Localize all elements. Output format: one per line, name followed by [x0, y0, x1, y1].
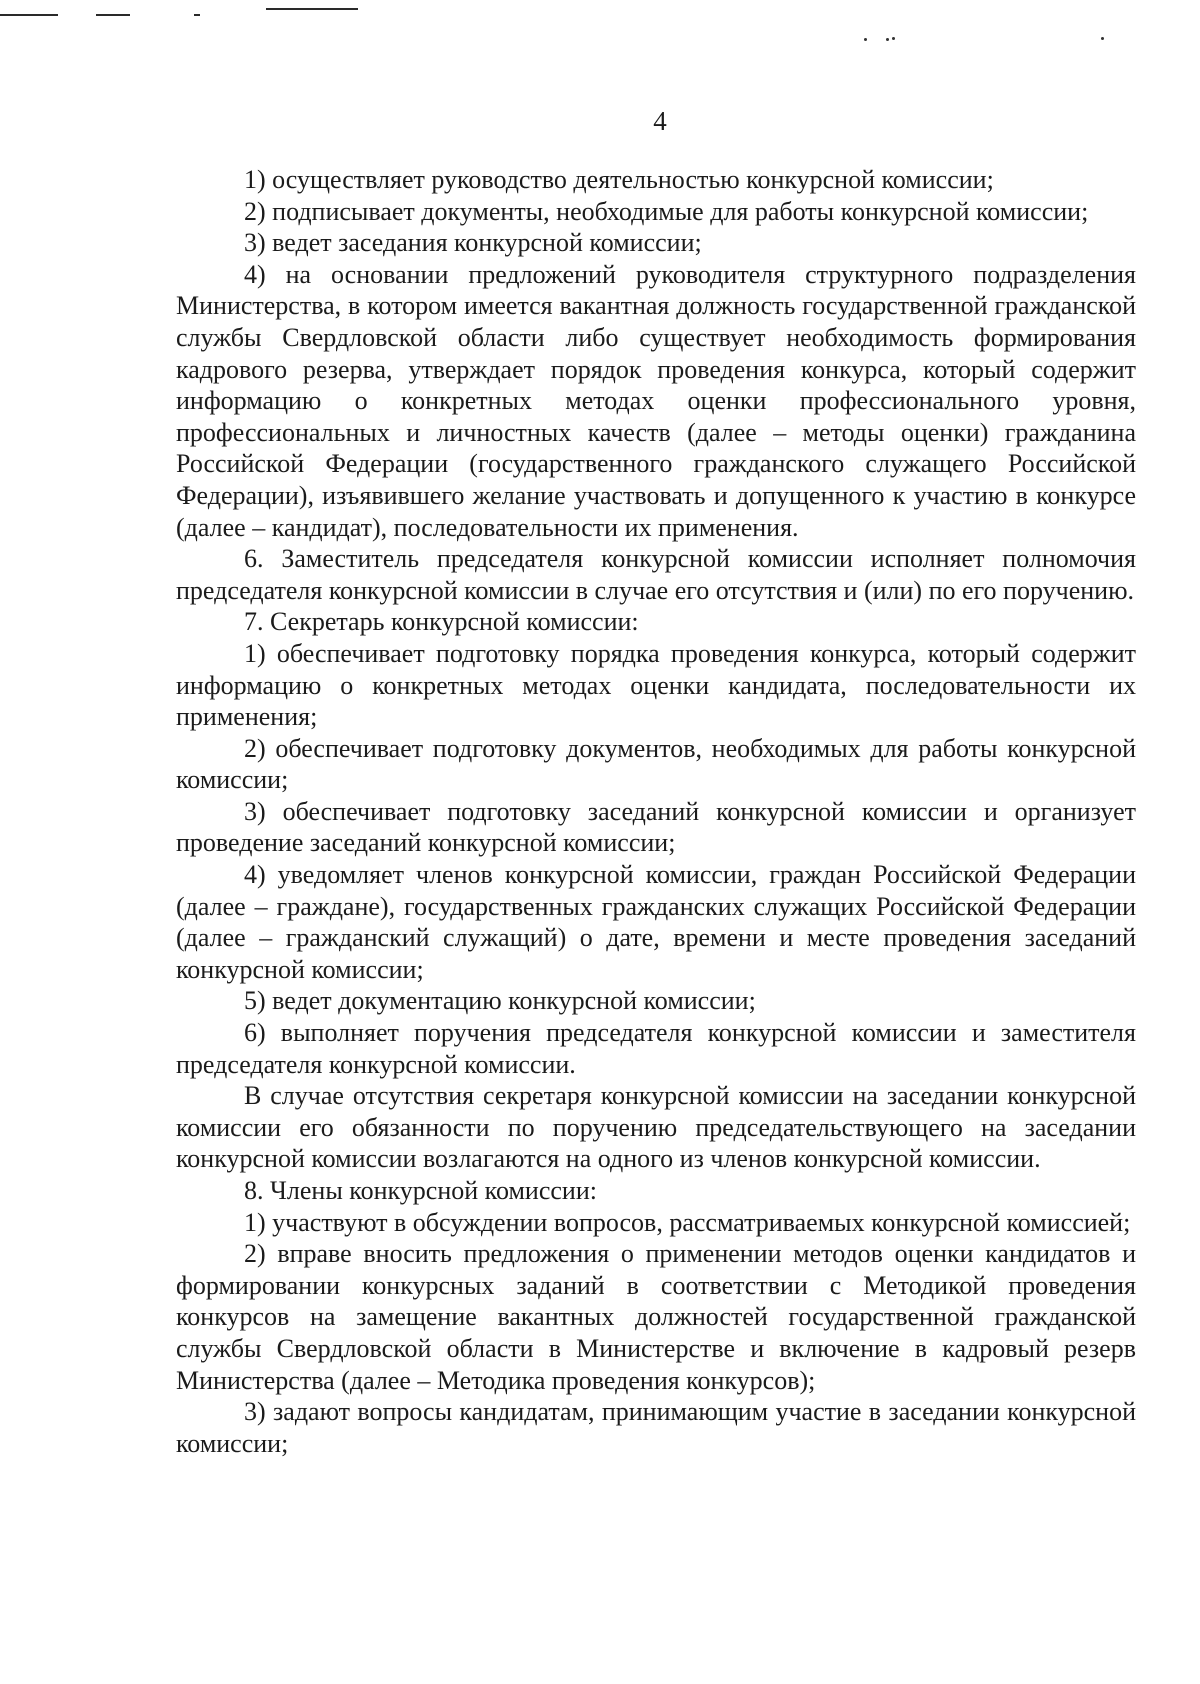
paragraph: 5) ведет документацию конкурсной комиссии;	[244, 986, 756, 1016]
scan-line	[266, 8, 358, 10]
document-body	[176, 164, 1136, 1459]
paragraph: В случае отсутствия секретаря конкурсной комиссии на заседании конкурсной комиссии его обязанности по поручению председательствующего на заседании конкурсной комиссии возлагаются на одного из членов конкурсной комиссии.	[176, 1081, 1136, 1174]
paragraph: 6) выполняет поручения председателя конкурсной комиссии и заместителя председателя конкурсной комиссии.	[176, 1018, 1136, 1079]
paragraph: 3) обеспечивает подготовку заседаний конкурсной комиссии и организует проведение заседаний конкурсной комиссии;	[176, 796, 1136, 858]
paragraph: 4) на основании предложений руководителя структурного подразделения Министерства, в котором имеется вакантная должность государственной гражданской службы Свердловской области либо существует необходимость формирования кадрового резерва, утверждает порядок проведения конкурса, который содержит информацию о конкретных методах оценки профессионального уровня, профессиональных и личностных качеств (далее – методы оценки) гражданина Российской Федерации (государственного гражданского служащего Российской Федерации), изъявившего желание участвовать и допущенного к участию в конкурсе (далее – кандидат), последовательности их применения.	[176, 259, 1136, 542]
scan-dot	[886, 38, 889, 41]
scan-dot	[892, 37, 895, 40]
paragraph: 1) обеспечивает подготовку порядка проведения конкурса, который содержит информацию о конкретных методах оценки кандидата, последовательности их применения;	[176, 638, 1136, 732]
paragraph: 3) ведет заседания конкурсной комиссии;	[244, 228, 702, 258]
paragraph: 2) подписывает документы, необходимые для работы конкурсной комиссии;	[244, 196, 1089, 226]
paragraph: 4) уведомляет членов конкурсной комиссии, граждан Российской Федерации (далее – граждане), государственных гражданских служащих Российской Федерации (далее – гражданский служащий) о дате, времени и месте проведения заседаний конкурсной комиссии;	[176, 860, 1136, 984]
scan-line	[0, 14, 58, 16]
paragraph: 1) участвуют в обсуждении вопросов, рассматриваемых конкурсной комиссией;	[244, 1207, 1131, 1237]
paragraph: 2) обеспечивает подготовку документов, необходимых для работы конкурсной комиссии;	[176, 733, 1136, 795]
paragraph: 8. Члены конкурсной комиссии:	[244, 1176, 597, 1205]
scan-artifacts	[0, 0, 1200, 60]
paragraph: 2) вправе вносить предложения о применении методов оценки кандидатов и формировании конкурсных заданий в соответствии с Методикой проведения конкурсов на замещение вакантных должностей государственной гражданской службы Свердловской области в Министерстве и включение в кадровый резерв Министерства (далее – Методика проведения конкурсов);	[176, 1239, 1136, 1395]
paragraph: 7. Секретарь конкурсной комиссии:	[244, 607, 639, 637]
scan-line	[96, 14, 130, 16]
paragraph: 3) задают вопросы кандидатам, принимающим участие в заседании конкурсной комиссии;	[176, 1397, 1136, 1458]
page-number: 4	[653, 106, 667, 136]
paragraph: 1) осуществляет руководство деятельностью конкурсной комиссии;	[244, 165, 994, 194]
scan-line	[194, 14, 200, 16]
scan-dot	[1101, 37, 1104, 40]
paragraph: 6. Заместитель председателя конкурсной комиссии исполняет полномочия председателя конкурсной комиссии в случае его отсутствия и (или) по его поручению.	[176, 544, 1136, 605]
scan-dot	[864, 38, 867, 41]
